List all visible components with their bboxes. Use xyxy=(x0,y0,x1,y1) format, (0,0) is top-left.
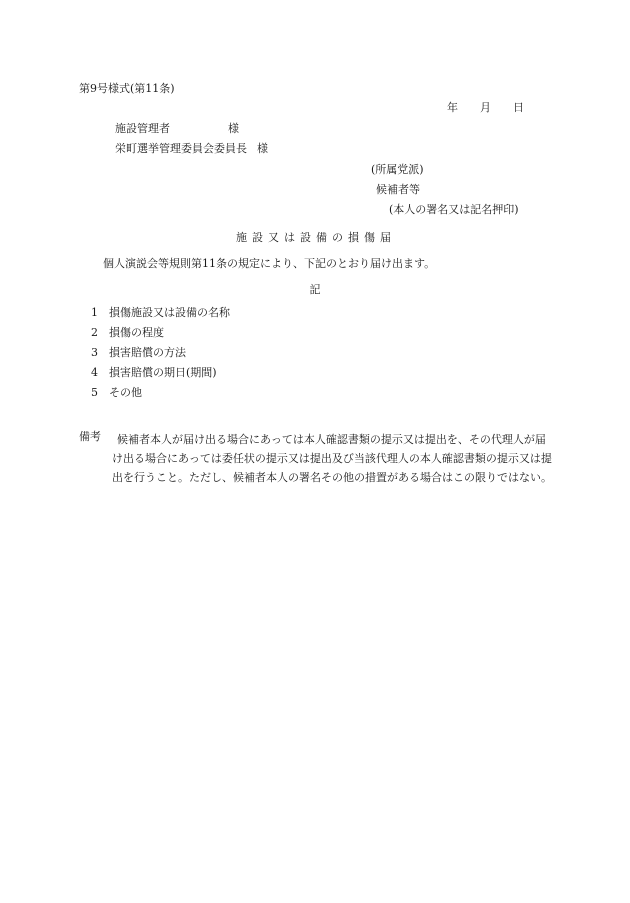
body-text: 個人演説会等規則第11条の規定により、下記のとおり届け出ます。 xyxy=(103,257,436,270)
remarks-body: 候補者本人が届け出る場合にあっては本人確認書類の提示又は提出を、その代理人が届け出る場合にあっては委任状の提示又は提出及び当該代理人の本人確認書類の提示又は提出を行うこと。ただし、候補者本人の署名その他の措置がある場合はこの限りではない。 xyxy=(112,433,552,484)
item-label: その他 xyxy=(109,386,142,399)
list-item xyxy=(91,346,230,366)
date-month: 月 xyxy=(480,101,491,114)
ki-heading: 記 xyxy=(309,283,321,296)
item-number: 4 xyxy=(91,366,98,379)
applicant-party: (所属党派) xyxy=(371,163,424,176)
list-item xyxy=(91,386,230,406)
item-number: 3 xyxy=(91,346,98,359)
addressee-name: 施設管理者 xyxy=(115,122,170,135)
list-item xyxy=(91,326,230,346)
item-label: 損傷の程度 xyxy=(109,326,164,339)
item-label: 損害賠償の方法 xyxy=(109,346,186,359)
form-number: 第9号様式(第11条) xyxy=(79,82,175,95)
date-line xyxy=(447,101,524,115)
signature-note: (本人の署名又は記名押印) xyxy=(389,203,519,216)
date-year: 年 xyxy=(447,101,458,114)
remarks-label: 備考 xyxy=(79,430,101,443)
addressee-name: 栄町選挙管理委員会委員長 xyxy=(115,142,247,155)
list-item xyxy=(91,306,230,326)
addressee-honorific: 様 xyxy=(228,122,239,135)
item-number: 1 xyxy=(91,306,98,319)
item-list xyxy=(91,306,230,406)
item-label: 損傷施設又は設備の名称 xyxy=(109,306,230,319)
remarks-text xyxy=(112,430,552,487)
addressee-election-committee xyxy=(115,142,268,156)
item-label: 損害賠償の期日(期間) xyxy=(109,366,217,379)
addressee-honorific: 様 xyxy=(257,142,268,155)
date-day: 日 xyxy=(513,101,524,114)
addressee-facility-manager xyxy=(115,122,239,136)
document-title: 施設又は設備の損傷届 xyxy=(236,231,396,244)
item-number: 5 xyxy=(91,386,98,399)
applicant-candidate: 候補者等 xyxy=(376,183,420,196)
item-number: 2 xyxy=(91,326,98,339)
list-item xyxy=(91,366,230,386)
